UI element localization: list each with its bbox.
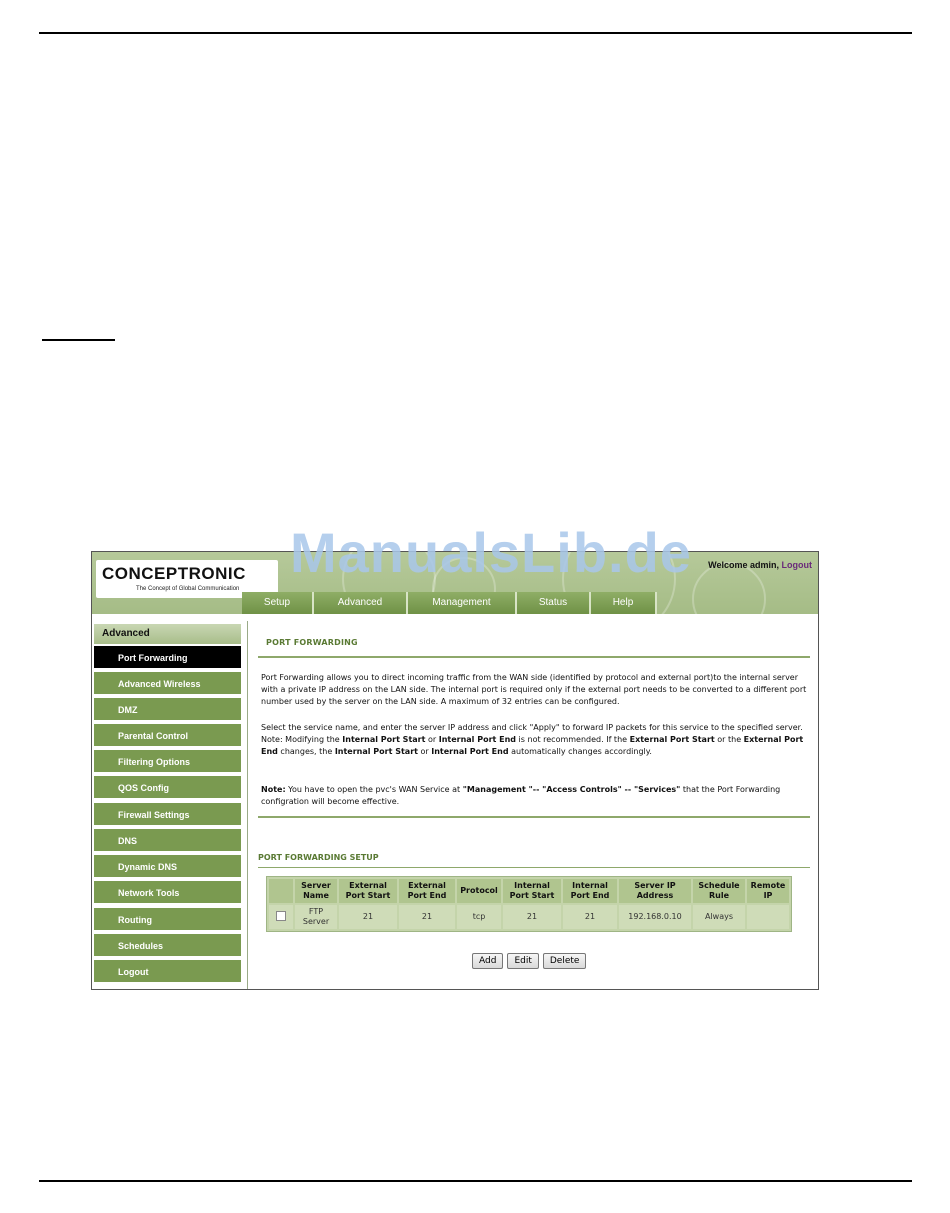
page-bottom-rule (39, 1180, 912, 1182)
sidebar-item-schedules[interactable]: Schedules (94, 934, 241, 958)
section-divider (258, 816, 810, 818)
table-header-remote-ip: Remote IP (747, 879, 789, 903)
tab-advanced[interactable]: Advanced (314, 592, 408, 614)
sidebar-item-dynamic-dns[interactable]: Dynamic DNS (94, 855, 241, 879)
table-header-server-ip: Server IP Address (619, 879, 691, 903)
cell-server-ip: 192.168.0.10 (619, 905, 691, 929)
welcome-message (708, 560, 812, 570)
table-header-row (269, 879, 789, 903)
table-header-protocol: Protocol (457, 879, 501, 903)
row-select-checkbox[interactable] (276, 911, 286, 921)
cell-schedule-rule: Always (693, 905, 745, 929)
title-divider (258, 656, 810, 658)
brand-tagline: The Concept of Global Communication (136, 586, 240, 592)
logout-link[interactable]: Logout (781, 560, 812, 570)
table-header-external-port-start: External Port Start (339, 879, 397, 903)
tab-status[interactable]: Status (517, 592, 591, 614)
add-button[interactable]: Add (472, 953, 503, 969)
tab-setup[interactable]: Setup (242, 592, 314, 614)
cell-external-port-end: 21 (399, 905, 455, 929)
router-screenshot (91, 551, 819, 990)
row-select-cell (269, 905, 293, 929)
sidebar (92, 614, 243, 989)
sidebar-item-network-tools[interactable]: Network Tools (94, 881, 241, 905)
brand-logo-text: CONCEPTRONIC (102, 564, 246, 583)
port-forwarding-table (266, 876, 792, 932)
sidebar-item-dmz[interactable]: DMZ (94, 698, 241, 722)
welcome-text: Welcome admin, (708, 560, 779, 570)
tab-management[interactable]: Management (408, 592, 517, 614)
cell-internal-port-end: 21 (563, 905, 617, 929)
sidebar-item-port-forwarding[interactable]: Port Forwarding (94, 646, 241, 670)
cell-protocol: tcp (457, 905, 501, 929)
note-paragraph: Note: You have to open the pvc's WAN Service at "Management "-- "Access Controls" -- "Services" that the Port Forwarding configration will become effective. (261, 785, 781, 806)
table-header-external-port-end: External Port End (399, 879, 455, 903)
tab-help[interactable]: Help (591, 592, 657, 614)
sidebar-item-firewall-settings[interactable]: Firewall Settings (94, 803, 241, 827)
delete-button[interactable]: Delete (543, 953, 587, 969)
main-content (250, 614, 818, 989)
sidebar-item-qos-config[interactable]: QOS Config (94, 776, 241, 800)
top-nav-tabs (242, 592, 657, 614)
table-actions (472, 953, 586, 969)
content-divider (247, 621, 248, 989)
cell-remote-ip (747, 905, 789, 929)
instructions-paragraph: Select the service name, and enter the server IP address and click "Apply" to forward IP packets for this service to the specified server. Note: Modifying the Internal Port Start or Internal Port End is not recommended. If the External Port Start or the External Port End changes, the Internal Port Start or Internal Port End automatically changes accordingly. (261, 723, 804, 756)
cell-external-port-start: 21 (339, 905, 397, 929)
table-header-schedule-rule: Schedule Rule (693, 879, 745, 903)
intro-paragraph: Port Forwarding allows you to direct incoming traffic from the WAN side (identified by protocol and external port)to the internal server with a private IP address on the LAN side. The internal port is required only if the external port needs to be converted to a different port number used by the server on the LAN side. A maximum of 32 entries can be configured. (261, 673, 807, 706)
sidebar-item-advanced-wireless[interactable]: Advanced Wireless (94, 672, 241, 696)
section-underline (42, 339, 115, 341)
sidebar-item-logout[interactable]: Logout (94, 960, 241, 984)
sidebar-item-parental-control[interactable]: Parental Control (94, 724, 241, 748)
table-header-internal-port-start: Internal Port Start (503, 879, 561, 903)
edit-button[interactable]: Edit (507, 953, 538, 969)
page-top-rule (39, 32, 912, 34)
page-title: PORT FORWARDING (266, 638, 358, 647)
watermark: ManualsLib.de (290, 521, 692, 584)
setup-divider (258, 867, 810, 868)
sidebar-item-routing[interactable]: Routing (94, 908, 241, 932)
setup-section-title: PORT FORWARDING SETUP (258, 853, 379, 862)
sidebar-item-filtering-options[interactable]: Filtering Options (94, 750, 241, 774)
table-header-select (269, 879, 293, 903)
table-header-internal-port-end: Internal Port End (563, 879, 617, 903)
sidebar-item-dns[interactable]: DNS (94, 829, 241, 853)
sidebar-heading: Advanced (94, 624, 241, 644)
table-header-server-name: Server Name (295, 879, 337, 903)
cell-server-name: FTP Server (295, 905, 337, 929)
table-row (269, 905, 789, 929)
cell-internal-port-start: 21 (503, 905, 561, 929)
